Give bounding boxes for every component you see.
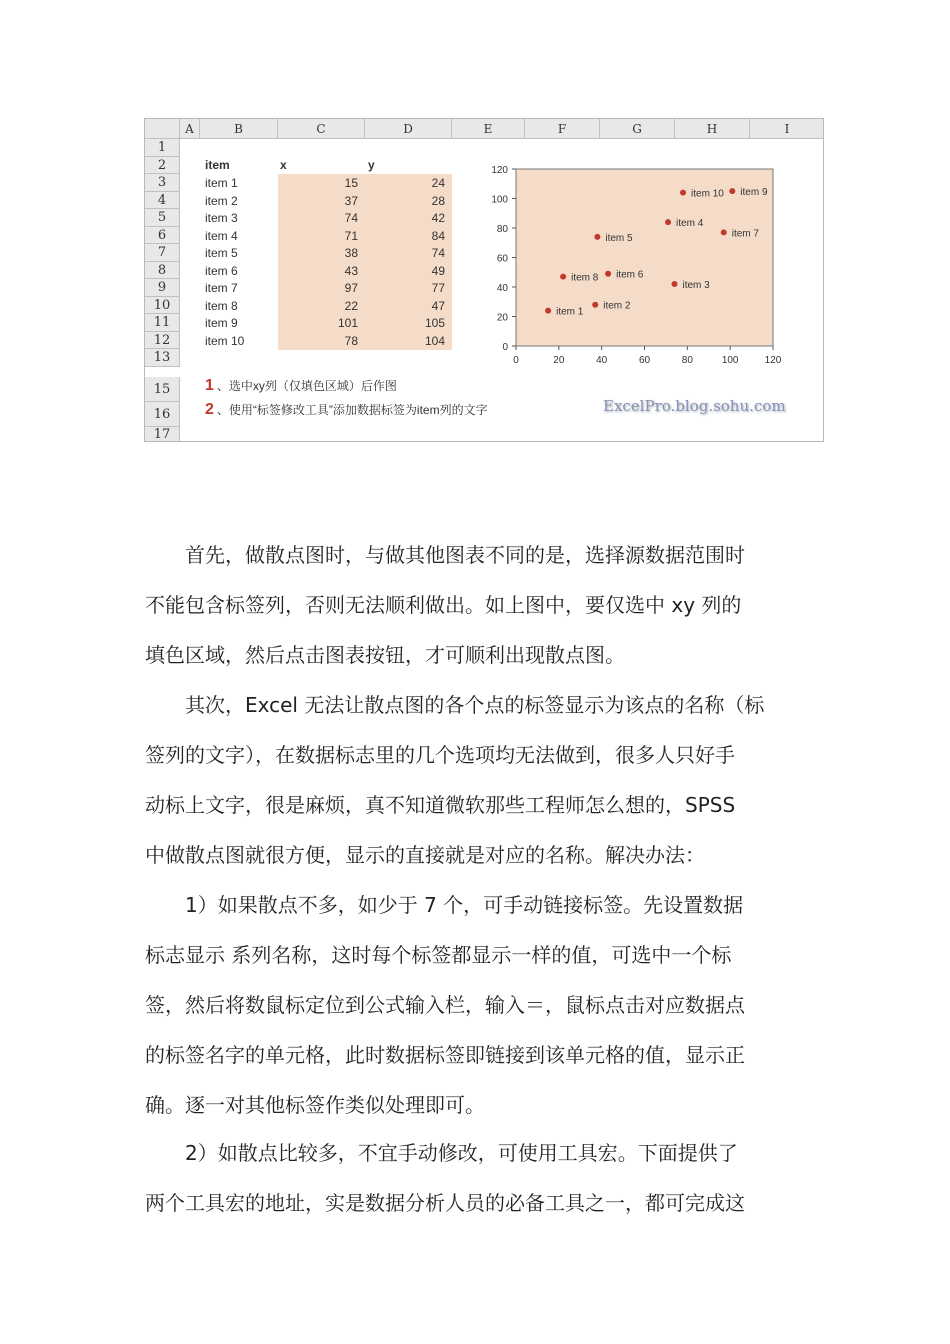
- cell-x: 74: [344, 211, 358, 225]
- cell-item: item 1: [205, 176, 238, 190]
- cell-y: 77: [431, 281, 445, 295]
- x-tick-label: 120: [764, 355, 782, 366]
- row-header-16[interactable]: 16: [145, 402, 180, 427]
- y-tick-label: 100: [491, 194, 508, 206]
- row-header-15[interactable]: 15: [145, 377, 180, 402]
- data-point: [560, 274, 566, 280]
- x-tick-label: 0: [513, 355, 519, 366]
- cell-y: 28: [431, 193, 445, 208]
- note-1-number: 1: [205, 377, 214, 394]
- data-point: [605, 271, 611, 277]
- note-2-text: 、使用“标签修改工具”添加数据标签为item列的文字: [216, 403, 488, 417]
- row-header-12[interactable]: 12: [145, 332, 180, 349]
- x-tick-label: 100: [721, 355, 739, 366]
- y-tick-label: 40: [496, 283, 508, 294]
- data-point: [680, 190, 686, 196]
- cell-y: 47: [431, 298, 445, 313]
- paragraph-line: 中做散点图就很方便，显示的直接就是对应的名称。解决办法：: [145, 843, 705, 867]
- cell-x: 38: [344, 246, 358, 260]
- sheet-corner: [145, 119, 180, 139]
- column-header-d[interactable]: D: [365, 119, 452, 139]
- paragraph-line: 首先，做散点图时，与做其他图表不同的是，选择源数据范围时: [145, 543, 745, 567]
- column-header-c[interactable]: C: [278, 119, 365, 139]
- data-label: item 6: [616, 269, 644, 281]
- paragraph-line: 确。逐一对其他标签作类似处理即可。: [145, 1093, 485, 1117]
- row-header-2[interactable]: 2: [145, 157, 180, 174]
- data-point: [665, 219, 671, 225]
- paragraph: [145, 680, 810, 880]
- cell-x: 43: [344, 263, 358, 278]
- paragraph-line: 1）如果散点不多，如少于 7 个，可手动链接标签。先设置数据: [145, 893, 744, 917]
- cell-y: 49: [431, 263, 445, 278]
- cell-x: 22: [344, 298, 358, 313]
- paragraph: [145, 880, 810, 1130]
- cell-x: 37: [344, 193, 358, 208]
- cell-y: 74: [431, 246, 445, 260]
- column-header-a[interactable]: A: [180, 119, 200, 139]
- row-header-10[interactable]: 10: [145, 297, 180, 314]
- cell-x: 15: [344, 176, 358, 190]
- scatter-chart: [476, 159, 813, 379]
- y-tick-label: 80: [496, 224, 508, 235]
- data-point: [721, 229, 727, 235]
- excel-screenshot: [144, 118, 824, 442]
- row-header-9[interactable]: 9: [145, 279, 180, 297]
- header-x: x: [280, 158, 287, 172]
- paragraph-line: 不能包含标签列，否则无法顺利做出。如上图中，要仅选中 xy 列的: [145, 593, 742, 617]
- data-label: item 10: [691, 188, 724, 200]
- cell-item: item 6: [205, 263, 238, 278]
- note-2: [205, 401, 488, 419]
- cell-item: item 3: [205, 211, 238, 225]
- cell-item: item 2: [205, 193, 238, 208]
- paragraph-line: 签，然后将数鼠标定位到公式输入栏，输入＝，鼠标点击对应数据点: [145, 993, 745, 1017]
- cell-item: item 4: [205, 228, 238, 243]
- data-point: [594, 234, 600, 240]
- data-label: item 1: [556, 306, 584, 318]
- row-header-7[interactable]: 7: [145, 244, 180, 262]
- paragraph: [145, 530, 810, 680]
- x-tick-label: 20: [553, 355, 565, 366]
- row-header-3[interactable]: 3: [145, 174, 180, 192]
- cell-item: item 7: [205, 281, 238, 295]
- paragraph-line: 填色区域，然后点击图表按钮，才可顺利出现散点图。: [145, 643, 625, 667]
- data-label: item 8: [571, 272, 599, 284]
- cell-x: 97: [344, 281, 358, 295]
- paragraph-line: 的标签名字的单元格，此时数据标签即链接到该单元格的值，显示正: [145, 1043, 745, 1067]
- cell-item: item 8: [205, 298, 238, 313]
- y-tick-label: 20: [496, 312, 508, 324]
- header-item: item: [205, 158, 230, 172]
- cell-item: item 5: [205, 246, 238, 260]
- x-tick-label: 60: [638, 355, 651, 366]
- data-point: [671, 281, 677, 287]
- watermark: ExcelPro.blog.sohu.com: [603, 397, 786, 415]
- data-label: item 5: [605, 232, 633, 244]
- x-tick-label: 40: [596, 355, 608, 366]
- note-2-number: 2: [205, 401, 214, 418]
- cell-item: item 9: [205, 316, 238, 330]
- paragraph-line: 标志显示 系列名称，这时每个标签都显示一样的值，可选中一个标: [145, 943, 732, 967]
- data-label: item 4: [676, 218, 704, 230]
- x-tick-label: 80: [681, 355, 693, 366]
- cell-x: 101: [337, 316, 358, 330]
- row-header-5[interactable]: 5: [145, 209, 180, 227]
- y-tick-label: 0: [502, 342, 508, 353]
- header-y: y: [368, 158, 375, 172]
- paragraph: [145, 1128, 810, 1228]
- column-header-g[interactable]: G: [600, 119, 675, 139]
- paragraph-line: 2）如散点比较多，不宜手动修改，可使用工具宏。下面提供了: [145, 1141, 738, 1165]
- data-label: item 9: [740, 187, 768, 199]
- column-header-i[interactable]: I: [750, 119, 824, 139]
- note-1-text: 、选中xy列（仅填色区域）后作图: [216, 379, 397, 393]
- row-header-13[interactable]: 13: [145, 349, 180, 367]
- row-header-8[interactable]: 8: [145, 262, 180, 279]
- paragraph-line: 动标上文字，很是麻烦，真不知道微软那些工程师怎么想的，SPSS: [145, 793, 736, 817]
- column-header-h[interactable]: H: [675, 119, 750, 139]
- cell-y: 104: [424, 333, 445, 348]
- column-header-f[interactable]: F: [525, 119, 600, 139]
- column-header-b[interactable]: B: [200, 119, 278, 139]
- row-header-11[interactable]: 11: [145, 314, 180, 332]
- cell-y: 84: [431, 228, 445, 243]
- cell-y: 24: [431, 176, 445, 190]
- paragraph-line: 两个工具宏的地址，实是数据分析人员的必备工具之一，都可完成这: [145, 1191, 745, 1215]
- plot-area: [516, 169, 773, 346]
- row-header-1[interactable]: 1: [145, 139, 180, 157]
- paragraph-line: 其次，Excel 无法让散点图的各个点的标签显示为该点的名称（标: [145, 693, 765, 717]
- paragraph-line: 签列的文字），在数据标志里的几个选项均无法做到，很多人只好手: [145, 743, 735, 767]
- column-header-e[interactable]: E: [452, 119, 525, 139]
- row-header-17[interactable]: 17: [145, 427, 180, 442]
- cell-item: item 10: [205, 333, 245, 348]
- y-tick-label: 60: [496, 253, 508, 265]
- row-header-6[interactable]: 6: [145, 227, 180, 244]
- cell-x: 71: [344, 228, 358, 243]
- y-tick-label: 120: [491, 165, 508, 176]
- row-header-4[interactable]: 4: [145, 192, 180, 209]
- data-label: item 3: [682, 280, 710, 292]
- data-label: item 2: [603, 300, 631, 312]
- data-point: [729, 188, 735, 194]
- cell-y: 42: [431, 211, 445, 225]
- cell-y: 105: [424, 316, 445, 330]
- data-point: [545, 308, 551, 314]
- note-1: [205, 377, 397, 395]
- cell-x: 78: [344, 333, 358, 348]
- data-label: item 7: [731, 228, 759, 240]
- data-point: [592, 302, 598, 308]
